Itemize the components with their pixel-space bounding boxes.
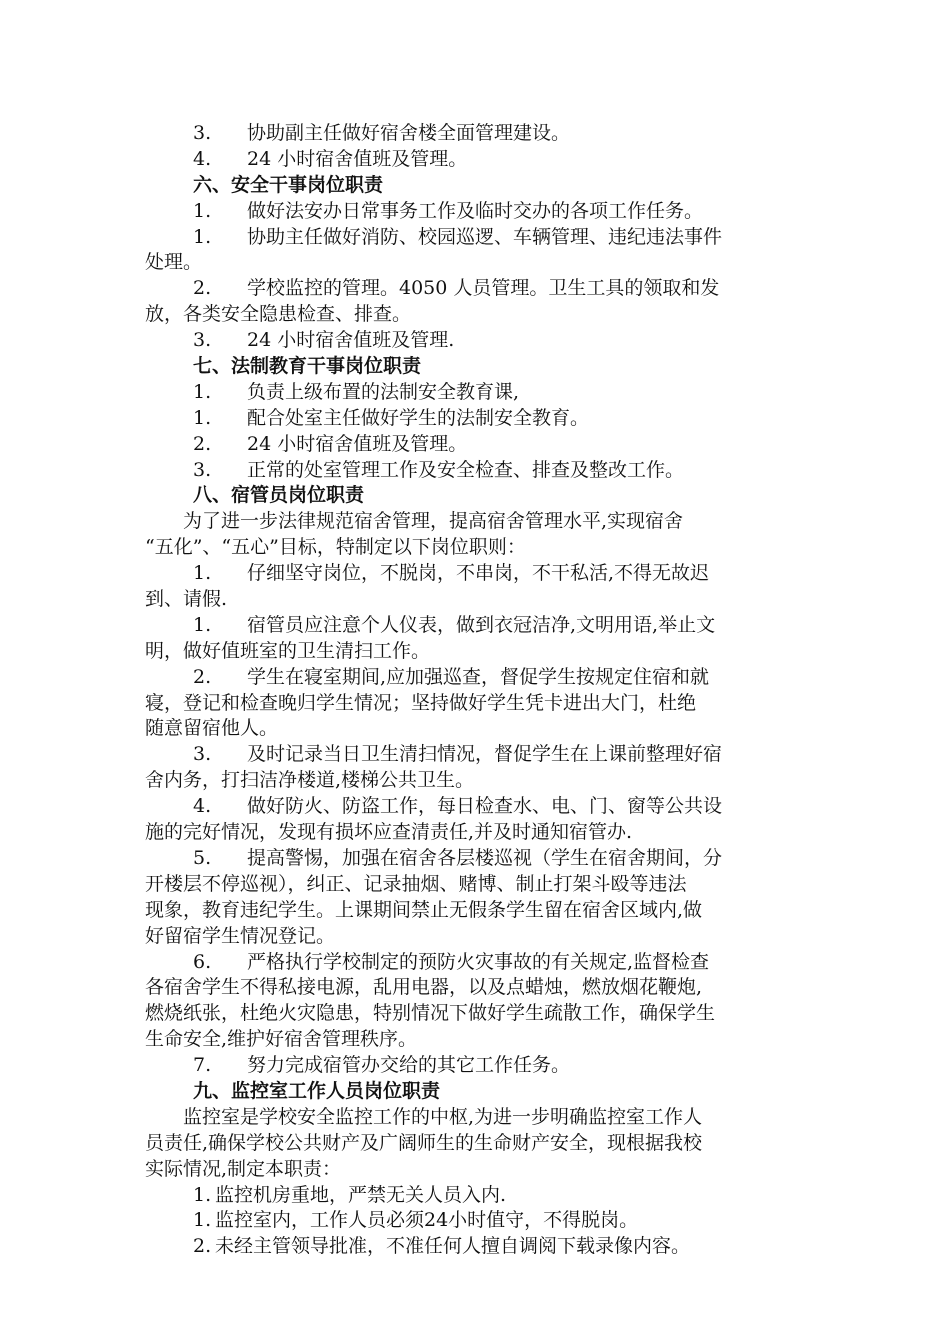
list-item — [145, 225, 805, 251]
item-number: 2. — [193, 432, 212, 455]
document-body — [145, 121, 805, 1260]
continuation-text: 开楼层不停巡视），纠正、记录抽烟、赌博、制止打架斗殴等违法 — [145, 872, 687, 895]
item-text: 24 小时宿舍值班及管理。 — [247, 147, 468, 170]
continuation-text: 明，做好值班室的卫生清扫工作。 — [145, 639, 431, 662]
list-item — [145, 950, 805, 976]
item-text: 负责上级布置的法制安全教育课, — [247, 380, 520, 403]
list-item — [145, 846, 805, 872]
item-number: 1. — [193, 199, 212, 222]
continuation-text: 实际情况,制定本职责： — [145, 1157, 342, 1180]
item-text: 提高警惕，加强在宿舍各层楼巡视（学生在宿舍期间，分 — [247, 846, 723, 869]
item-number: 5. — [193, 846, 212, 869]
item-text: 努力完成宿管办交给的其它工作任务。 — [247, 1054, 571, 1077]
list-item — [145, 1053, 805, 1079]
continuation-text: 施的完好情况，发现有损坏应查清责任,并及时通知宿管办. — [145, 821, 633, 844]
list-item — [145, 665, 805, 691]
item-number: 1. — [193, 380, 212, 403]
item-text: 监控室内，工作人员必须24小时值守，不得脱岗。 — [215, 1209, 639, 1232]
item-text: 学校监控的管理。4050 人员管理。卫生工具的领取和发 — [247, 277, 720, 300]
section-heading: 八、宿管员岗位职责 — [193, 484, 365, 507]
list-item — [145, 1208, 805, 1234]
item-number: 4. — [193, 147, 212, 170]
list-item — [145, 742, 805, 768]
item-text: 宿管员应注意个人仪表，做到衣冠洁净,文明用语,举止文 — [247, 613, 716, 636]
item-number: 2. — [193, 277, 212, 300]
item-text: 做好法安办日常事务工作及临时交办的各项工作任务。 — [247, 199, 704, 222]
continuation-text: “五化”、“五心”目标，特制定以下岗位职则： — [145, 536, 526, 559]
item-text: 及时记录当日卫生清扫情况，督促学生在上课前整理好宿 — [247, 743, 723, 766]
list-item — [145, 328, 805, 354]
item-number: 3. — [193, 743, 212, 766]
list-item — [145, 458, 805, 484]
list-item — [145, 1183, 805, 1209]
item-number: 6. — [193, 950, 212, 973]
continuation-text: 现象，教育违纪学生。上课期间禁止无假条学生留在宿舍区域内,做 — [145, 898, 703, 921]
paragraph-text: 为了进一步法律规范宿舍管理，提高宿舍管理水平,实现宿舍 — [183, 510, 684, 533]
continuation-text: 寝，登记和检查晚归学生情况；坚持做好学生凭卡进出大门，杜绝 — [145, 691, 697, 714]
item-text: 未经主管领导批准，不准任何人擅自调阅下载录像内容。 — [215, 1235, 691, 1258]
item-number: 2. — [193, 665, 212, 688]
continuation-text: 到、请假. — [145, 588, 228, 611]
continuation-text: 各宿舍学生不得私接电源，乱用电器，以及点蜡烛，燃放烟花鞭炮, — [145, 976, 703, 999]
item-number: 3. — [193, 458, 212, 481]
item-number: 3. — [193, 122, 212, 144]
item-text: 24 小时宿舍值班及管理. — [247, 329, 455, 352]
list-item — [145, 147, 805, 173]
list-item — [145, 613, 805, 639]
item-number: 3. — [193, 329, 212, 352]
continuation-text: 放，各类安全隐患检查、排查。 — [145, 303, 412, 326]
item-number: 1. — [193, 225, 212, 248]
list-item — [145, 432, 805, 458]
continuation-text: 随意留宿他人。 — [145, 717, 279, 740]
item-text: 监控机房重地，严禁无关人员入内. — [215, 1183, 507, 1206]
item-text: 学生在寝室期间,应加强巡查，督促学生按规定住宿和就 — [247, 665, 710, 688]
paragraph-text: 监控室是学校安全监控工作的中枢,为进一步明确监控室工作人 — [183, 1105, 703, 1128]
continuation-text: 好留宿学生情况登记。 — [145, 924, 336, 947]
list-item — [145, 121, 805, 147]
item-text: 协助主任做好消防、校园巡逻、车辆管理、违纪违法事件 — [247, 225, 723, 248]
list-item — [145, 199, 805, 225]
list-item — [145, 794, 805, 820]
section-heading: 七、法制教育干事岗位职责 — [193, 355, 422, 378]
list-item — [145, 1234, 805, 1260]
item-text: 仔细坚守岗位，不脱岗，不串岗，不干私活,不得无故迟 — [247, 562, 710, 585]
item-number: 1. — [193, 406, 212, 429]
item-text: 严格执行学校制定的预防火灾事故的有关规定,监督检查 — [247, 950, 710, 973]
continuation-text: 处理。 — [145, 251, 203, 274]
item-number: 1. — [193, 562, 212, 585]
item-text: 24 小时宿舍值班及管理。 — [247, 432, 468, 455]
list-item — [145, 380, 805, 406]
item-number: 7. — [193, 1054, 212, 1077]
list-item — [145, 276, 805, 302]
continuation-text: 员责任,确保学校公共财产及广阔师生的生命财产安全，现根据我校 — [145, 1131, 703, 1154]
item-number: 1. — [193, 613, 212, 636]
item-text: 做好防火、防盗工作，每日检查水、电、门、窗等公共设 — [247, 795, 723, 818]
continuation-text: 舍内务，打扫洁净楼道,楼梯公共卫生。 — [145, 769, 475, 792]
list-item — [145, 561, 805, 587]
item-number: 4. — [193, 795, 212, 818]
continuation-text: 生命安全,维护好宿舍管理秩序。 — [145, 1028, 418, 1051]
item-number: 1. — [193, 1209, 212, 1232]
item-number: 2. — [193, 1235, 212, 1258]
continuation-text: 燃烧纸张，杜绝火灾隐患，特别情况下做好学生疏散工作，确保学生 — [145, 1002, 716, 1025]
section-heading: 六、安全干事岗位职责 — [193, 173, 384, 196]
item-text: 协助副主任做好宿舍楼全面管理建设。 — [247, 122, 571, 144]
list-item — [145, 406, 805, 432]
item-number: 1. — [193, 1183, 212, 1206]
item-text: 正常的处室管理工作及安全检查、排查及整改工作。 — [247, 458, 685, 481]
item-text: 配合处室主任做好学生的法制安全教育。 — [247, 406, 590, 429]
section-heading: 九、监控室工作人员岗位职责 — [193, 1079, 441, 1102]
